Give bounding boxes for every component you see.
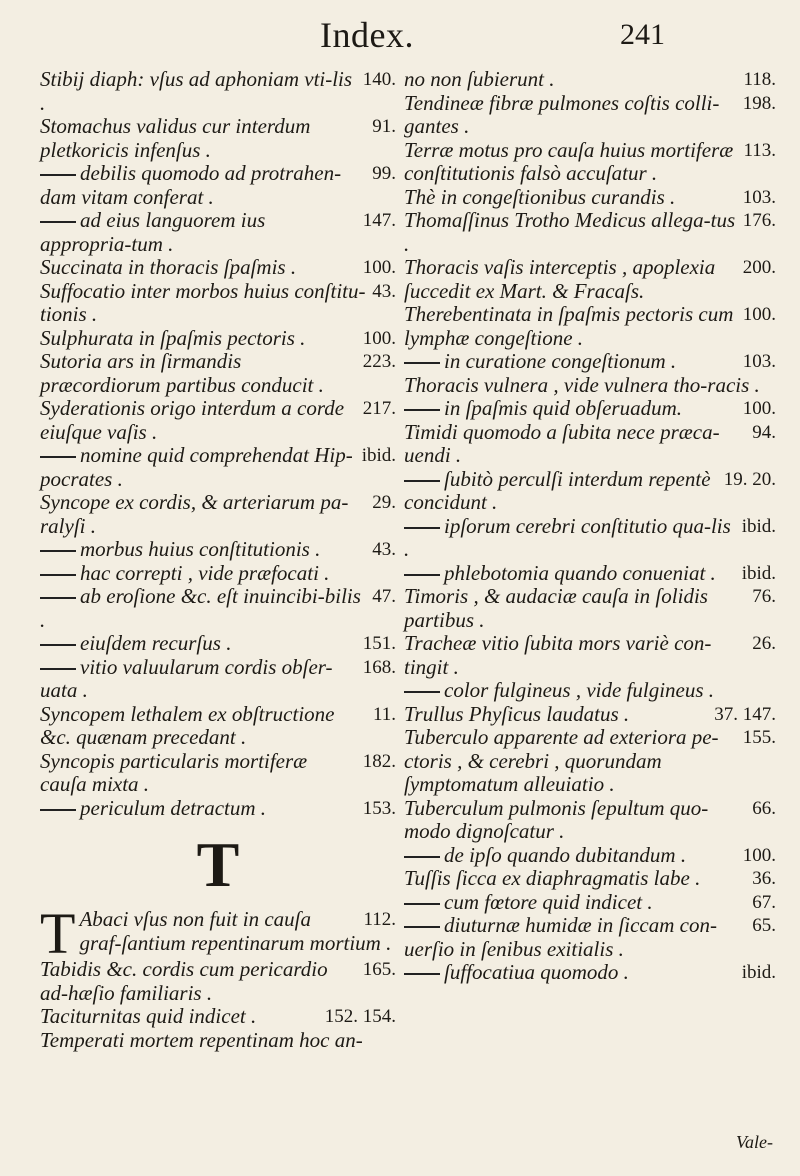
index-subentry [404, 468, 776, 515]
page-header [0, 8, 800, 68]
entry-text: color fulgineus , vide fulgineus . [444, 678, 715, 702]
entry-page-ref: 103. [742, 186, 776, 208]
index-subentry [40, 538, 396, 562]
entry-text: Temperati mortem repentinam hoc an- [40, 1027, 363, 1052]
index-subentry [40, 444, 396, 491]
index-entry [40, 703, 396, 750]
entry-page-ref: 36. [752, 868, 776, 889]
entry-text: vitio valuularum cordis obſer-uata . [40, 654, 333, 702]
ditto-dash [40, 174, 76, 176]
entry-page-ref: ibid. [741, 562, 776, 584]
entry-page-ref: 217. [362, 398, 396, 419]
ditto-dash [40, 574, 76, 576]
entry-text: Stibij diaph: vſus ad aphoniam vti-lis . [40, 67, 353, 115]
entry-page-ref: 100. [362, 327, 396, 349]
entry-text: Sutoria ars in ſirmandis præcordiorum partibus conducit . [40, 349, 324, 397]
ditto-dash [40, 550, 76, 552]
index-entry [404, 303, 776, 350]
entry-page-ref: 153. [362, 797, 396, 819]
entry-page-ref: ibid. [361, 445, 396, 466]
index-subentry [40, 162, 396, 209]
entry-page-ref: 11. [372, 703, 396, 725]
entry-text: eiuſdem recurſus . [80, 631, 232, 655]
entry-page-ref: 155. [742, 727, 776, 748]
entry-page-ref: 151. [362, 633, 396, 654]
entry-page-ref: 198. [742, 92, 776, 114]
index-entry [404, 421, 776, 468]
entry-text: in ſpaſmis quid obſeruadum. [444, 396, 683, 420]
entry-text: Tracheæ vitio ſubita mors variè con-tingit . [404, 631, 712, 679]
page-number: 241 [620, 18, 665, 51]
drop-capital: T [40, 901, 76, 966]
entry-text: debilis quomodo ad protrahen-dam vitam conferat . [40, 161, 342, 209]
entry-text: hac correpti , vide præfocati . [80, 560, 330, 585]
entry-page-ref: 223. [362, 351, 396, 372]
index-entry [404, 632, 776, 679]
ditto-dash [404, 903, 440, 905]
index-entry [404, 186, 776, 210]
ditto-dash [404, 973, 440, 975]
ditto-dash [404, 527, 440, 529]
index-entry [40, 280, 396, 327]
entry-text: ab eroſione &c. eſt inuincibi-bilis . [40, 584, 361, 632]
entry-text: Tuberculum pulmonis ſepultum quo-modo dignoſcatur . [404, 795, 709, 843]
entry-text: ipſorum cerebri conſtitutio qua-lis . [404, 513, 731, 561]
ditto-dash [404, 362, 440, 364]
entry-page-ref: 19. 20. [723, 468, 776, 490]
index-entry [40, 115, 396, 162]
index-entry [40, 68, 396, 115]
entry-page-ref: ibid. [741, 962, 776, 983]
index-subentry [404, 397, 776, 421]
entry-page-ref: 182. [362, 750, 396, 772]
index-subentry [404, 844, 776, 868]
ditto-dash [40, 221, 76, 223]
index-entry [404, 68, 776, 92]
entry-text: Stomachus validus cur interdum pletkoricis infenſus . [40, 114, 311, 162]
index-entry [404, 585, 776, 632]
ditto-dash [40, 456, 76, 458]
ditto-dash [404, 574, 440, 576]
index-subentry [40, 632, 396, 656]
index-entry [40, 901, 396, 966]
index-entry [404, 139, 776, 186]
entry-page-ref: 168. [362, 656, 396, 678]
index-column-right [404, 68, 776, 985]
entry-page-ref: 91. [372, 116, 396, 137]
entry-page-ref: 100. [362, 257, 396, 278]
entry-text: ſuffocatiua quomodo . [444, 960, 629, 984]
entry-text: Tabidis &c. cordis cum pericardio ad-hæſio familiaris . [40, 957, 328, 1005]
index-entry [404, 867, 776, 891]
entry-text: phlebotomia quando conueniat . [444, 560, 716, 585]
entry-page-ref: 66. [752, 797, 776, 819]
entry-text: Tendineæ fibræ pulmones coſtis colli-gantes . [404, 90, 720, 138]
index-subentry [404, 891, 776, 915]
index-entry [404, 797, 776, 844]
index-entry [40, 1005, 396, 1029]
index-subentry [404, 515, 776, 562]
index-entry [40, 256, 396, 280]
index-entry [404, 703, 776, 727]
entry-page-ref: 152. 154. [324, 1006, 396, 1027]
index-entry [404, 209, 776, 256]
entry-page-ref: 65. [752, 915, 776, 936]
ditto-dash [40, 668, 76, 670]
ditto-dash [404, 856, 440, 858]
entry-page-ref: 43. [372, 539, 396, 560]
index-entry [404, 92, 776, 139]
entry-text: ſubitò perculſi interdum repentè concidunt . [404, 466, 711, 514]
entry-page-ref: 43. [372, 280, 396, 302]
entry-page-ref: 103. [742, 351, 776, 372]
index-subentry [404, 961, 776, 985]
entry-page-ref: 112. [363, 909, 396, 930]
entry-page-ref: 26. [752, 633, 776, 654]
index-entry [404, 256, 776, 303]
ditto-dash [40, 597, 76, 599]
entry-page-ref: 176. [742, 210, 776, 231]
index-entry [404, 374, 776, 398]
entry-text: Therebentinata in ſpaſmis pectoris cum lymphæ congeſtione . [404, 302, 734, 350]
entry-page-ref: ibid. [741, 515, 776, 537]
index-entry [404, 726, 776, 797]
index-subentry [404, 350, 776, 374]
index-entry [40, 1029, 396, 1053]
index-subentry [404, 562, 776, 586]
ditto-dash [404, 926, 440, 928]
entry-text: Thoracis vaſis interceptis , apoplexia ſuccedit ex Mart. & Fracaſs. [404, 255, 716, 303]
entry-text: Thomaſſinus Trotho Medicus allega-tus . [404, 208, 736, 256]
entry-text: periculum detractum . [80, 795, 267, 820]
entry-text: Abaci vſus non fuit in cauſa graf-ſantium repentinarum mortium . [79, 907, 392, 955]
index-subentry [40, 797, 396, 821]
ditto-dash [404, 409, 440, 411]
entry-page-ref: 100. [742, 398, 776, 419]
entry-page-ref: 113. [743, 139, 776, 161]
entry-text: Thoracis vulnera , vide vulnera tho-racis . [404, 372, 760, 397]
entry-page-ref: 165. [362, 959, 396, 980]
entry-text: Succinata in thoracis ſpaſmis . [40, 255, 297, 279]
ditto-dash [404, 480, 440, 482]
ditto-dash [40, 809, 76, 811]
entry-text: Suffocatio inter morbos huius conſtitu-tionis . [40, 278, 366, 326]
entry-page-ref: 200. [742, 257, 776, 278]
entry-text: no non ſubierunt . [404, 67, 555, 91]
section-letter: T [196, 829, 240, 900]
entry-text: Syderationis origo interdum a corde eiuſque vaſis . [40, 396, 345, 444]
entry-text: nomine quid comprehendat Hip-pocrates . [40, 443, 353, 491]
entry-text: Syncopem lethalem ex obſtructione &c. quænam precedant . [40, 701, 335, 749]
entry-page-ref: 100. [742, 844, 776, 866]
entry-text: Thè in congeſtionibus curandis . [404, 184, 676, 209]
entry-page-ref: 76. [752, 586, 776, 607]
entry-page-ref: 37. 147. [714, 703, 776, 725]
entry-text: Timidi quomodo a ſubita nece præca-uendi . [404, 419, 720, 467]
index-subentry [40, 562, 396, 586]
entry-page-ref: 147. [362, 210, 396, 231]
index-subentry [404, 914, 776, 961]
entry-text: cum fœtore quid indicet . [444, 889, 653, 914]
entry-page-ref: 118. [743, 69, 776, 90]
entry-text: in curatione congeſtionum . [444, 349, 677, 373]
page-title: Index. [320, 15, 414, 55]
index-subentry [404, 679, 776, 703]
entry-text: Sulphurata in ſpaſmis pectoris . [40, 325, 306, 350]
entry-page-ref: 47. [372, 586, 396, 607]
entry-page-ref: 67. [752, 891, 776, 913]
entry-text: ad eius languorem ius appropria-tum . [40, 208, 266, 256]
catchword: Vale- [736, 1132, 773, 1152]
entry-text: de ipſo quando dubitandum . [444, 842, 687, 867]
entry-page-ref: 140. [362, 69, 396, 90]
entry-page-ref: 29. [372, 492, 396, 513]
ditto-dash [40, 644, 76, 646]
index-entry [40, 958, 396, 1005]
entry-text: diuturnæ humidæ in ſiccam con-uerſio in ſenibus exitialis . [404, 913, 717, 961]
entry-text: Tuſſis ſicca ex diaphragmatis labe . [404, 866, 701, 890]
index-subentry [40, 585, 396, 632]
entry-text: Timoris , & audaciæ cauſa in ſolidis partibus . [404, 584, 708, 632]
entry-page-ref: 99. [372, 163, 396, 184]
entry-text: morbus huius conſtitutionis . [80, 537, 321, 561]
index-column-left [40, 68, 396, 1052]
index-subentry [40, 209, 396, 256]
entry-page-ref: 94. [752, 421, 776, 443]
index-subentry [40, 656, 396, 703]
ditto-dash [404, 691, 440, 693]
index-entry [40, 327, 396, 351]
entry-text: Trullus Phyſicus laudatus . [404, 701, 630, 726]
index-entry [40, 491, 396, 538]
entry-text: Terræ motus pro cauſa huius mortiferæ conſtitutionis falsò accuſatur . [404, 137, 734, 185]
entry-text: Tuberculo apparente ad exteriora pe-ctoris , & cerebri , quorundam ſymptomatum alleuiatio . [404, 725, 719, 796]
entry-page-ref: 100. [742, 304, 776, 325]
index-entry [40, 397, 396, 444]
entry-text: Syncope ex cordis, & arteriarum pa-ralyſi . [40, 490, 349, 538]
index-entry [40, 750, 396, 797]
entry-text: Syncopis particularis mortiferæ cauſa mixta . [40, 748, 308, 796]
index-entry [40, 350, 396, 397]
entry-text: Taciturnitas quid indicet . [40, 1004, 257, 1028]
